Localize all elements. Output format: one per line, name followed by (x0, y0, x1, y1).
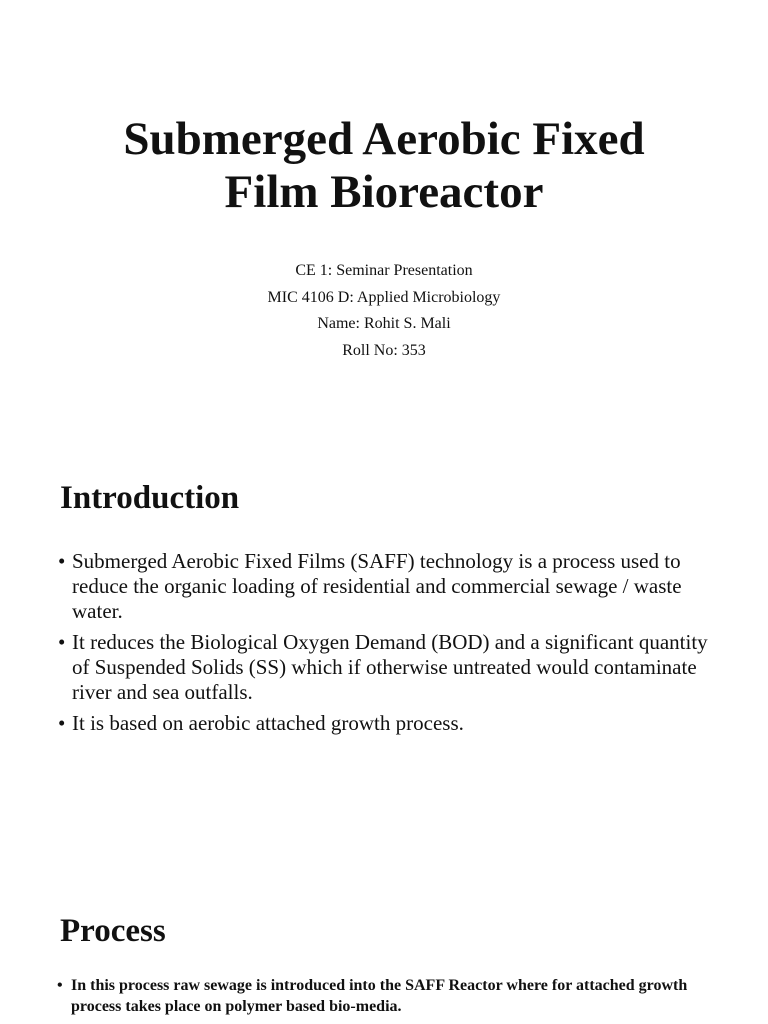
introduction-bullet-list (58, 549, 728, 742)
title-line-1: Submerged Aerobic Fixed (123, 113, 645, 165)
introduction-heading: Introduction (60, 480, 240, 516)
author-name-line: Name: Rohit S. Mali (317, 315, 451, 332)
introduction-bullet: • It reduces the Biological Oxygen Demand (BOD) and a significant quantity of Suspended Solids (SS) which if otherwise untreated would contaminate river and sea outfalls. (58, 630, 728, 705)
title-slide (0, 0, 768, 440)
subject-line: MIC 4106 D: Applied Microbiology (267, 288, 501, 306)
presentation-subtitle (0, 258, 768, 364)
process-bullet-list (57, 975, 737, 1021)
presentation-title (0, 113, 768, 219)
process-heading: Process (60, 913, 166, 949)
introduction-bullet: • It is based on aerobic attached growth process. (58, 711, 728, 736)
introduction-bullet: • Submerged Aerobic Fixed Films (SAFF) technology is a process used to reduce the organic loading of residential and commercial sewage / waste water. (58, 549, 728, 624)
process-slide (0, 880, 768, 1024)
process-bullet: • In this process raw sewage is introduced into the SAFF Reactor where for attached growth process takes place on polymer based bio-media. (57, 975, 737, 1017)
title-line-2: Film Bioreactor (224, 166, 544, 218)
introduction-slide (0, 440, 768, 880)
roll-number-line: Roll No: 353 (342, 341, 426, 359)
course-code-line: CE 1: Seminar Presentation (295, 262, 473, 279)
